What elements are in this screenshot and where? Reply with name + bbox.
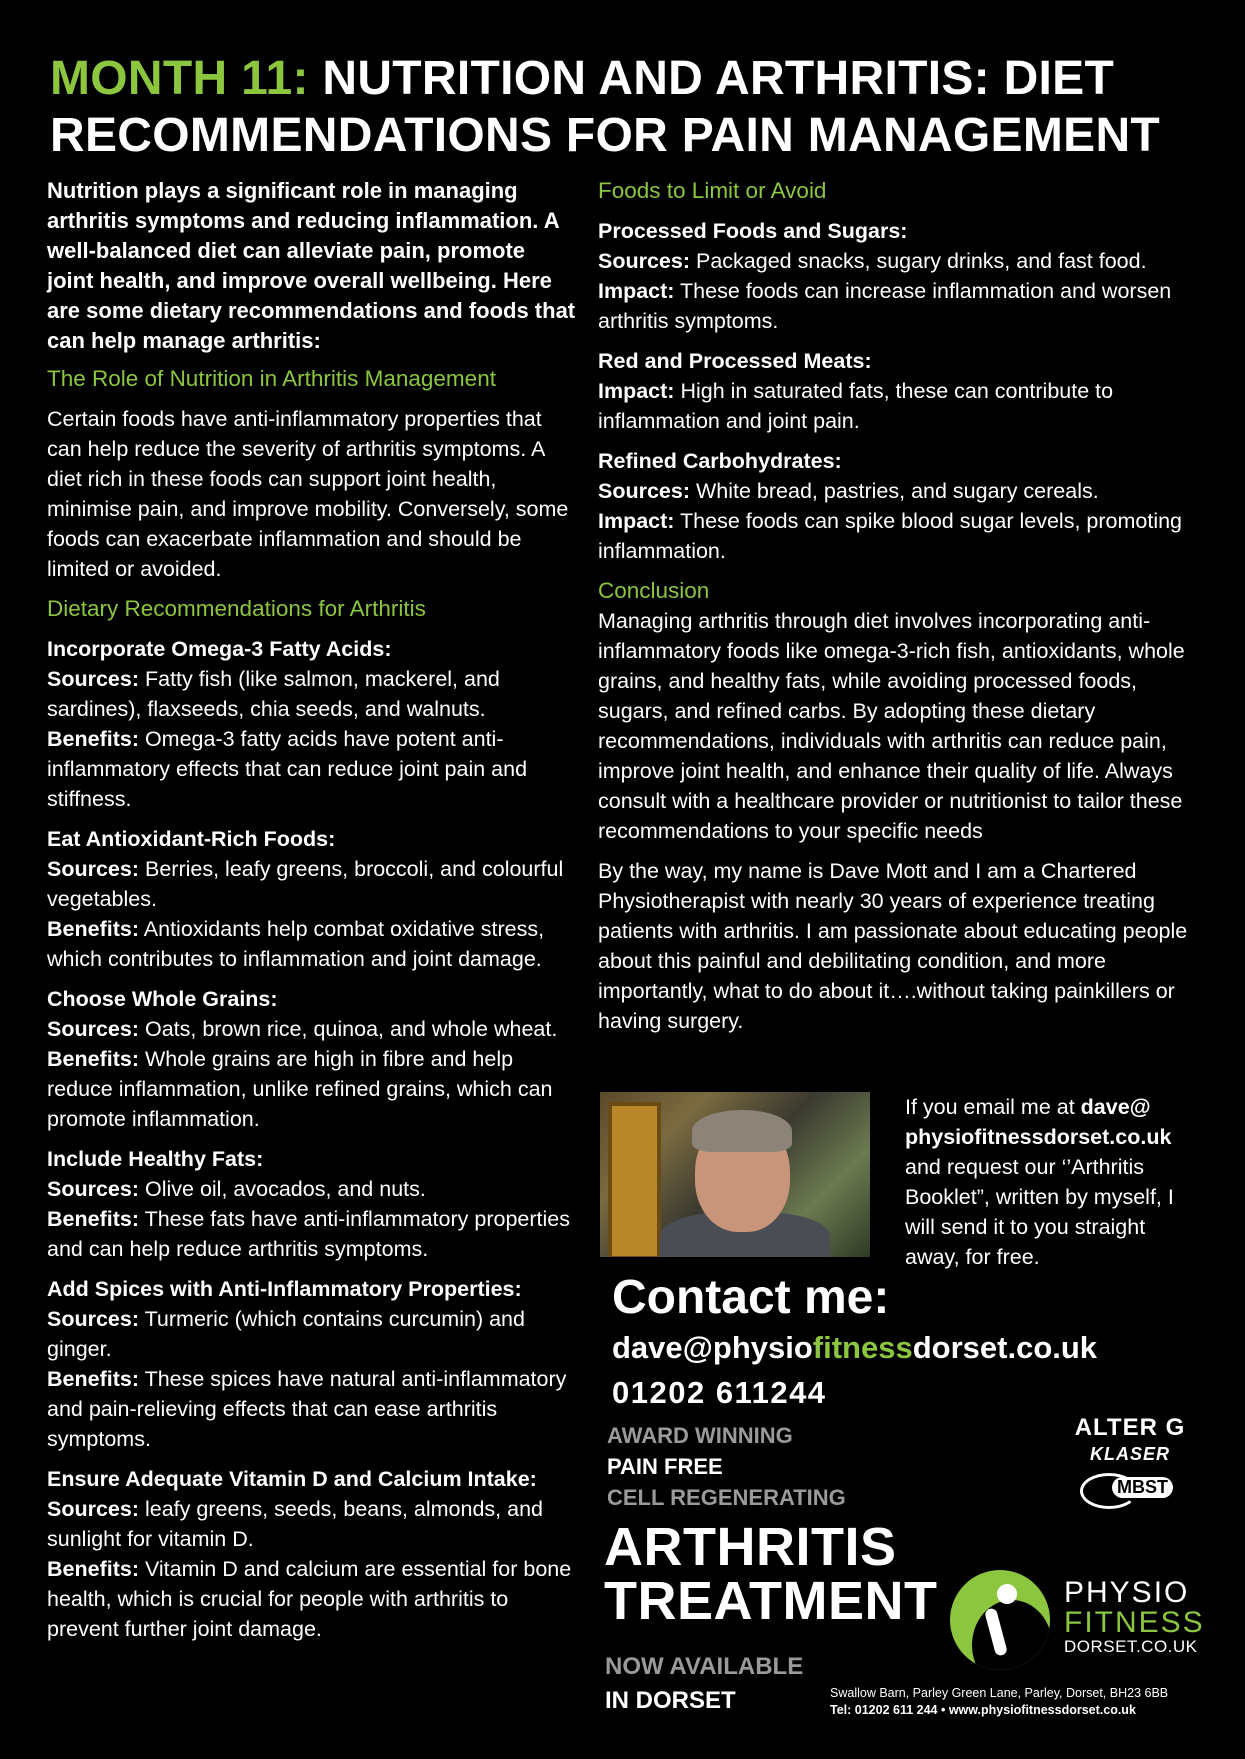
physio-fitness-logo bbox=[950, 1570, 1210, 1670]
sources-label: Sources: bbox=[47, 1017, 140, 1041]
logo-swoosh bbox=[972, 1600, 1050, 1670]
logo-figure-icon bbox=[950, 1570, 1050, 1670]
booklet-offer bbox=[905, 1092, 1205, 1272]
sources-text: leafy greens, seeds, beans, almonds, and sunlight for vitamin D. bbox=[47, 1497, 543, 1551]
award-line-2: PAIN FREE bbox=[607, 1454, 723, 1479]
award-line-3: CELL REGENERATING bbox=[607, 1485, 846, 1510]
right-column bbox=[598, 176, 1208, 1056]
availability-line-1: NOW AVAILABLE bbox=[605, 1653, 804, 1680]
logo-line-2: FITNESS bbox=[1064, 1606, 1205, 1639]
contact-email-link[interactable] bbox=[612, 1328, 1097, 1368]
mbst-logo bbox=[1080, 1471, 1180, 1507]
benefits-label: Benefits: bbox=[47, 1207, 139, 1231]
contact-phone-link[interactable]: 01202 611244 bbox=[612, 1375, 827, 1410]
item-heading: Incorporate Omega-3 Fatty Acids: bbox=[47, 637, 392, 661]
role-heading: The Role of Nutrition in Arthritis Management bbox=[47, 366, 496, 391]
dietary-item-antioxidants bbox=[47, 824, 577, 974]
benefits-text: These fats have anti-inflammatory properties and can help reduce arthritis symptoms. bbox=[47, 1207, 570, 1261]
impact-text: These foods can increase inflammation and worsen arthritis symptoms. bbox=[598, 279, 1172, 333]
sources-label: Sources: bbox=[598, 479, 691, 503]
arthritis-line-2: TREATMENT bbox=[604, 1571, 938, 1631]
logo-text bbox=[1064, 1578, 1205, 1656]
item-heading: Include Healthy Fats: bbox=[47, 1147, 264, 1171]
address-street: Swallow Barn, Parley Green Lane, Parley, Dorset, BH23 6BB bbox=[830, 1686, 1169, 1700]
email-part: dave@physio bbox=[612, 1330, 813, 1365]
conclusion-paragraph: Managing arthritis through diet involves incorporating anti-inflammatory foods like omega-3-rich fish, antioxidants, whole grains, and healthy fats, while avoiding processed foods, sugars, and refined carbs. By adopting these dietary recommendations, individuals with arthritis can reduce pain, improve joint health, and enhance their quality of life. Always consult with a healthcare provider or nutritionist to tailor these recommendations to your specific needs bbox=[598, 609, 1185, 843]
author-photo bbox=[600, 1092, 870, 1257]
offer-email-link[interactable]: dave@ physiofitnessdorset.co.uk bbox=[905, 1095, 1172, 1149]
dietary-item-whole-grains bbox=[47, 984, 577, 1134]
availability-line-2: IN DORSET bbox=[605, 1687, 736, 1714]
item-heading: Refined Carbohydrates: bbox=[598, 449, 842, 473]
offer-post: and request our ‘’Arthritis Booklet”, written by myself, I will send it to you straight away, for free. bbox=[905, 1155, 1174, 1269]
arthritis-line-1: ARTHRITIS bbox=[604, 1517, 897, 1577]
sources-text: Olive oil, avocados, and nuts. bbox=[139, 1177, 426, 1201]
photo-section bbox=[598, 1092, 1208, 1269]
benefits-text: Antioxidants help combat oxidative stress, which contributes to inflammation and joint damage. bbox=[47, 917, 545, 971]
logo-line-3: DORSET.CO.UK bbox=[1064, 1637, 1198, 1656]
sources-text: Turmeric (which contains curcumin) and ginger. bbox=[47, 1307, 525, 1361]
sources-label: Sources: bbox=[47, 1177, 140, 1201]
avoid-heading: Foods to Limit or Avoid bbox=[598, 178, 827, 203]
photo-door bbox=[608, 1102, 661, 1257]
item-heading: Ensure Adequate Vitamin D and Calcium Intake: bbox=[47, 1467, 537, 1491]
benefits-label: Benefits: bbox=[47, 917, 139, 941]
item-heading: Eat Antioxidant-Rich Foods: bbox=[47, 827, 336, 851]
intro-paragraph: Nutrition plays a significant role in managing arthritis symptoms and reducing inflammation. A well-balanced diet can alleviate pain, promote joint health, and improve overall wellbeing. Here are some dietary recommendations and foods that can help manage arthritis: bbox=[47, 178, 576, 353]
sources-text: Berries, leafy greens, broccoli, and colourful vegetables. bbox=[47, 857, 564, 911]
contact-title: Contact me: bbox=[612, 1271, 890, 1324]
logo-head bbox=[997, 1584, 1017, 1604]
address-tel: Tel: 01202 611 244 • www.physiofitnessdorset.co.uk bbox=[830, 1703, 1136, 1717]
sources-label: Sources: bbox=[598, 249, 691, 273]
impact-label: Impact: bbox=[598, 509, 675, 533]
sources-text: Packaged snacks, sugary drinks, and fast food. bbox=[690, 249, 1147, 273]
sources-label: Sources: bbox=[47, 667, 140, 691]
alterg-logo: ALTER G bbox=[1074, 1414, 1186, 1441]
sources-label: Sources: bbox=[47, 857, 140, 881]
impact-label: Impact: bbox=[598, 279, 675, 303]
avoid-item-processed bbox=[598, 216, 1208, 336]
role-paragraph: Certain foods have anti-inflammatory properties that can help reduce the severity of arthritis symptoms. A diet rich in these foods can support joint health, minimise pain, and improve mobility. Conversely, some foods can exacerbate inflammation and should be limited or avoided. bbox=[47, 407, 569, 581]
technology-logos bbox=[1065, 1414, 1195, 1507]
email-part-accent: fitness bbox=[812, 1330, 913, 1365]
award-line-1: AWARD WINNING bbox=[607, 1423, 793, 1448]
dietary-heading: Dietary Recommendations for Arthritis bbox=[47, 596, 426, 621]
logo-line-1: PHYSIO bbox=[1064, 1576, 1190, 1609]
benefits-label: Benefits: bbox=[47, 727, 139, 751]
dietary-item-spices bbox=[47, 1274, 577, 1454]
sources-label: Sources: bbox=[47, 1307, 140, 1331]
dietary-item-omega3 bbox=[47, 634, 577, 814]
dietary-item-healthy-fats bbox=[47, 1144, 577, 1264]
title-text: NUTRITION AND ARTHRITIS: DIET RECOMMENDATIONS FOR PAIN MANAGEMENT bbox=[50, 52, 1161, 162]
klaser-logo: KLASER bbox=[1089, 1444, 1170, 1464]
month-label: MONTH 11: bbox=[50, 52, 309, 105]
impact-label: Impact: bbox=[598, 379, 675, 403]
benefits-label: Benefits: bbox=[47, 1557, 139, 1581]
offer-pre: If you email me at bbox=[905, 1095, 1081, 1119]
item-heading: Red and Processed Meats: bbox=[598, 349, 872, 373]
availability bbox=[605, 1650, 803, 1718]
page-title bbox=[50, 50, 1210, 164]
sources-text: Oats, brown rice, quinoa, and whole wheat. bbox=[139, 1017, 558, 1041]
sources-text: Fatty fish (like salmon, mackerel, and sardines), flaxseeds, chia seeds, and walnuts. bbox=[47, 667, 500, 721]
award-lines bbox=[607, 1420, 846, 1513]
benefits-text: These spices have natural anti-inflammatory and pain-relieving effects that can ease arthritis symptoms. bbox=[47, 1367, 567, 1451]
bio-paragraph: By the way, my name is Dave Mott and I am a Chartered Physiotherapist with nearly 30 years of experience treating patients with arthritis. I am passionate about educating people about this painful and debilitating condition, and more importantly, what to do about it….without taking painkillers or having surgery. bbox=[598, 859, 1188, 1033]
benefits-label: Benefits: bbox=[47, 1367, 139, 1391]
sources-label: Sources: bbox=[47, 1497, 140, 1521]
dietary-item-vitamin-d bbox=[47, 1464, 577, 1644]
photo-hair bbox=[692, 1110, 792, 1152]
benefits-text: Omega-3 fatty acids have potent anti-inflammatory effects that can reduce joint pain and stiffness. bbox=[47, 727, 528, 811]
impact-text: These foods can spike blood sugar levels, promoting inflammation. bbox=[598, 509, 1183, 563]
left-column bbox=[47, 176, 577, 1654]
impact-text: High in saturated fats, these can contribute to inflammation and joint pain. bbox=[598, 379, 1114, 433]
benefits-text: Whole grains are high in fibre and help reduce inflammation, unlike refined grains, which can promote inflammation. bbox=[47, 1047, 553, 1131]
email-part: dorset.co.uk bbox=[912, 1330, 1098, 1365]
arthritis-treatment-heading bbox=[604, 1517, 938, 1631]
sources-text: White bread, pastries, and sugary cereals. bbox=[690, 479, 1099, 503]
avoid-item-refined-carbs bbox=[598, 446, 1208, 566]
address-block bbox=[830, 1685, 1210, 1719]
mbst-text: MBST bbox=[1112, 1477, 1173, 1498]
item-heading: Add Spices with Anti-Inflammatory Properties: bbox=[47, 1277, 522, 1301]
item-heading: Processed Foods and Sugars: bbox=[598, 219, 908, 243]
avoid-item-red-meats bbox=[598, 346, 1208, 436]
benefits-text: Vitamin D and calcium are essential for bone health, which is crucial for people with arthritis to prevent further joint damage. bbox=[47, 1557, 572, 1641]
item-heading: Choose Whole Grains: bbox=[47, 987, 278, 1011]
benefits-label: Benefits: bbox=[47, 1047, 139, 1071]
conclusion-heading: Conclusion bbox=[598, 578, 710, 603]
